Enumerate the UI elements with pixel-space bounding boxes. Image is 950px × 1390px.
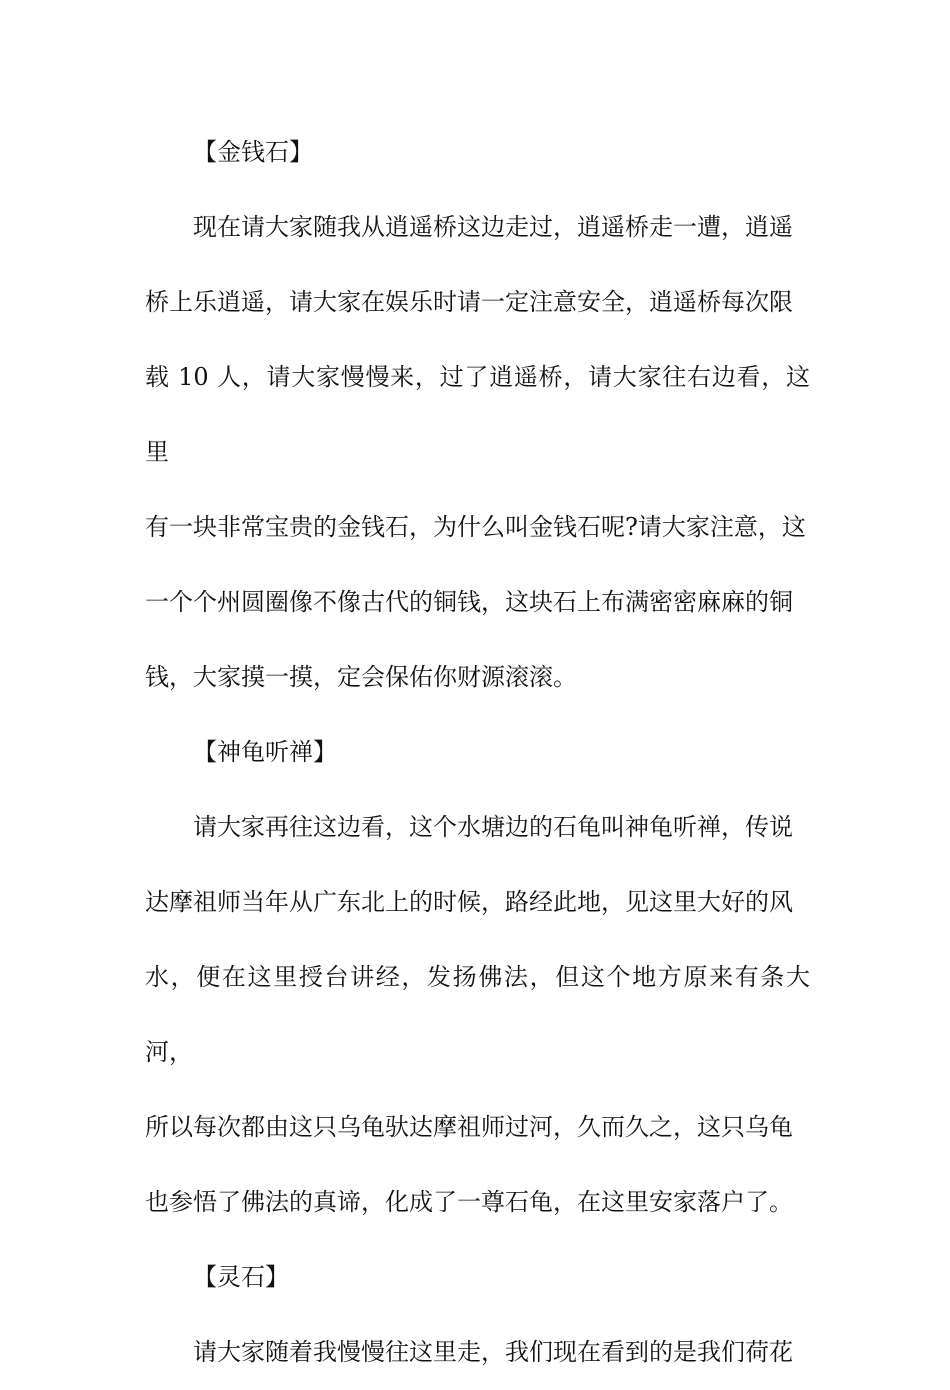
paragraph-jinqianshi bbox=[145, 190, 810, 715]
paragraph-lingshi bbox=[145, 1315, 810, 1390]
text-line: 水，便在这里授台讲经，发扬佛法，但这个地方原来有条大河， bbox=[145, 963, 810, 1066]
text-line: 请大家再往这边看，这个水塘边的石龟叫神龟听禅，传说 bbox=[193, 813, 793, 841]
section-heading-shenguitingchan: 【神龟听禅】 bbox=[193, 738, 337, 766]
section-heading-jinqianshi: 【金钱石】 bbox=[193, 138, 313, 166]
text-line: 请大家随着我慢慢往这里走，我们现在看到的是我们荷花 bbox=[193, 1338, 793, 1366]
text-line: 一个个州圆圈像不像古代的铜钱，这块石上布满密密麻麻的铜 bbox=[145, 588, 793, 616]
text-line: 现在请大家随我从逍遥桥这边走过，逍遥桥走一遭，逍遥 bbox=[193, 213, 793, 241]
paragraph-shenguitingchan bbox=[145, 790, 810, 1240]
text-line: 也参悟了佛法的真谛，化成了一尊石龟，在这里安家落户了。 bbox=[145, 1188, 793, 1216]
text-line: 所以每次都由这只乌龟驮达摩祖师过河，久而久之，这只乌龟 bbox=[145, 1113, 793, 1141]
text-line: 载 10 人，请大家慢慢来，过了逍遥桥，请大家往右边看，这里 bbox=[145, 363, 810, 466]
document-body bbox=[145, 115, 810, 1390]
section-heading-lingshi: 【灵石】 bbox=[193, 1263, 289, 1291]
text-line: 桥上乐逍遥，请大家在娱乐时请一定注意安全，逍遥桥每次限 bbox=[145, 288, 793, 316]
text-line: 达摩祖师当年从广东北上的时候，路经此地，见这里大好的风 bbox=[145, 888, 793, 916]
text-line: 钱，大家摸一摸，定会保佑你财源滚滚。 bbox=[145, 663, 577, 691]
text-line: 有一块非常宝贵的金钱石，为什么叫金钱石呢?请大家注意，这 bbox=[145, 513, 806, 541]
